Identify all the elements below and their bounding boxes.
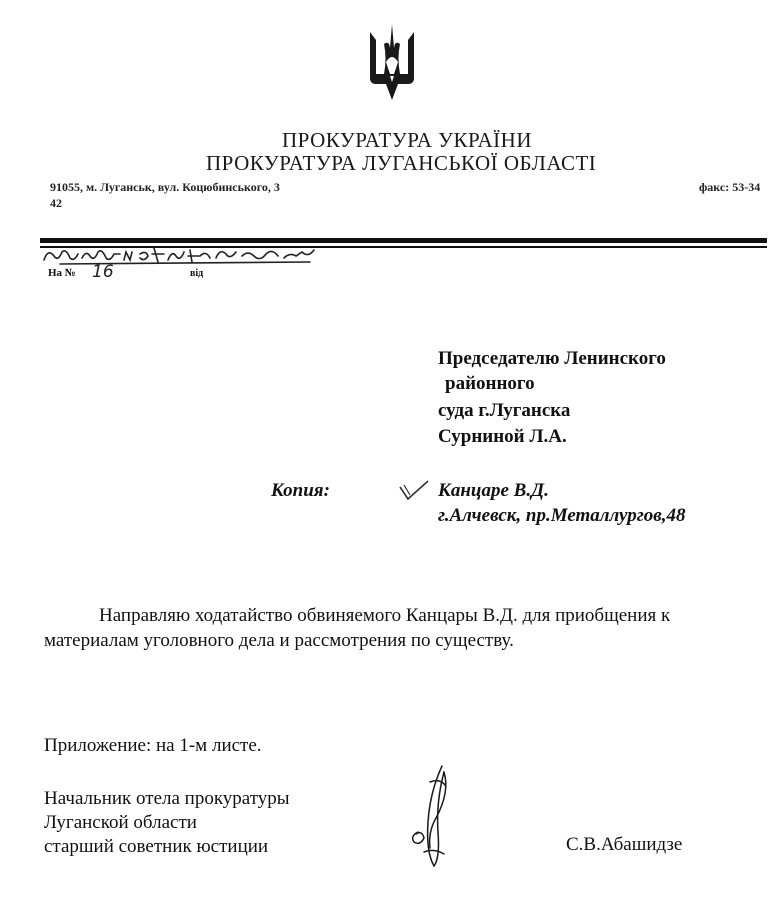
org-title-ukraine: ПРОКУРАТУРА УКРАЇНИ [282, 128, 532, 152]
reference-label: На № [48, 267, 76, 279]
org-address: 91055, м. Луганськ, вул. Коцюбинського, 3 [50, 180, 280, 194]
recipient-line-1: Председателю Ленинского [438, 348, 666, 369]
recipient-line-4: Сурниной Л.А. [438, 426, 567, 447]
signer-title-line-2: Луганской области [44, 812, 197, 833]
copy-address: г.Алчевск, пр.Металлургов,48 [438, 505, 686, 526]
reference-number: 16 [92, 262, 114, 282]
recipient-line-2: районного [445, 373, 535, 394]
attachment-note: Приложение: на 1-м листе. [44, 735, 262, 756]
signer-title-line-3: старший советник юстиции [44, 836, 269, 857]
check-mark-icon [398, 479, 430, 501]
recipient-line-3: суда г.Луганска [438, 400, 571, 421]
signer-name: С.В.Абашидзе [566, 834, 683, 855]
org-fax: факс: 53-34 [699, 180, 761, 194]
body-text-line-2: материалам уголовного дела и рассмотрения по существу. [44, 630, 514, 651]
trident-emblem-icon [364, 18, 420, 102]
date-label: від [190, 268, 204, 279]
copy-label: Копия: [271, 480, 330, 501]
handwritten-outgoing-number [40, 244, 320, 266]
copy-recipient: Канцаре В.Д. [438, 480, 549, 501]
org-address-cont: 42 [50, 196, 62, 210]
handwritten-signature [400, 762, 470, 874]
header-rule-thick [40, 238, 767, 243]
org-title-luhansk: ПРОКУРАТУРА ЛУГАНСЬКОЇ ОБЛАСТІ [206, 151, 597, 175]
body-text-line-1: Направляю ходатайство обвиняемого Канцары В.Д. для приобщения к [99, 605, 671, 626]
signer-title-line-1: Начальник отела прокуратуры [44, 788, 290, 809]
